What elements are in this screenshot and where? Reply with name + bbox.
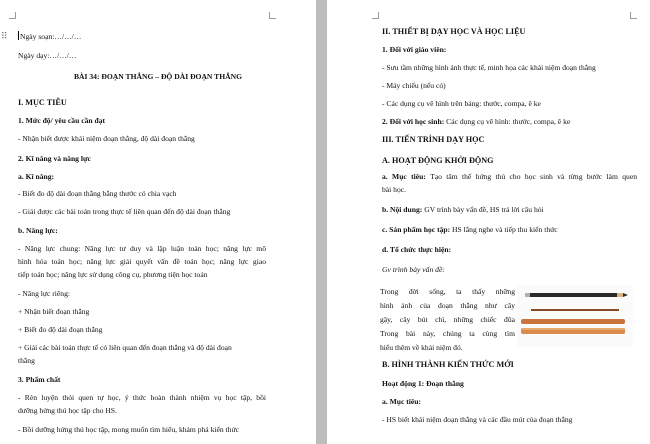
text-box-line: Trong đời sống, ta thấy những bbox=[380, 287, 515, 296]
document-page-left[interactable] bbox=[0, 0, 316, 444]
text-line: - Các dụng cụ vẽ hình trên bảng: thước, compa, ê ke bbox=[382, 99, 541, 108]
text-box-line: hình ảnh của đoạn thẳng như cây bbox=[380, 301, 515, 310]
product-line: c. Sản phẩm học tập: HS lắng nghe và tiếp thu kiến thức bbox=[382, 225, 558, 234]
heading-requirements: 1. Mức độ/ yêu cầu cần đạt bbox=[18, 116, 106, 125]
text-line: + Biết đo độ dài đoạn thẳng bbox=[18, 325, 103, 334]
heading-new-knowledge: B. HÌNH THÀNH KIẾN THỨC MỚI bbox=[382, 360, 514, 369]
text-line: - Sưu tầm những hình ảnh thực tế, minh họa các khái niệm đoạn thẳng bbox=[382, 63, 596, 72]
content-line: b. Nội dung: GV trình bày vấn đề, HS trả lời câu hỏi bbox=[382, 205, 544, 214]
intro-text-box[interactable] bbox=[380, 287, 515, 354]
text-line: - Rèn luyện thói quen tự học, ý thức hoàn thành nhiệm vụ học tập, bồi bbox=[18, 393, 266, 402]
heading-skills: 2. Kĩ năng và năng lực bbox=[18, 154, 91, 163]
pencils-chopsticks-icon bbox=[517, 285, 633, 347]
heading-equipment: II. THIẾT BỊ DẠY HỌC VÀ HỌC LIỆU bbox=[382, 27, 526, 36]
text-box-line: Trong bài này, chúng ta cùng tìm bbox=[380, 329, 515, 338]
heading-organization: d. Tổ chức thực hiện: bbox=[382, 245, 452, 254]
heading-process: III. TIẾN TRÌNH DẠY HỌC bbox=[382, 135, 485, 144]
text-line: tiếp toán học; năng lực sử dụng công cụ, phương tiện học toán bbox=[18, 270, 208, 279]
margin-crop-mark bbox=[372, 12, 379, 19]
margin-crop-mark bbox=[269, 12, 276, 19]
teaching-date: Ngày dạy:…/…/… bbox=[18, 51, 77, 60]
heading-qualities: 3. Phẩm chất bbox=[18, 375, 61, 384]
text-line: - Máy chiếu (nếu có) bbox=[382, 81, 446, 90]
heading-warmup: A. HOẠT ĐỘNG KHỞI ĐỘNG bbox=[382, 156, 494, 165]
margin-crop-mark bbox=[630, 12, 637, 19]
heading-activity-1: Hoạt động 1: Đoạn thẳng bbox=[382, 379, 464, 388]
margin-crop-mark bbox=[9, 12, 16, 19]
heading-competence: b. Năng lực: bbox=[18, 226, 58, 235]
document-page-right[interactable] bbox=[327, 0, 650, 444]
text-box-line: hiểu thêm về khái niệm đó. bbox=[380, 343, 463, 352]
heading-teacher: 1. Đối với giáo viên: bbox=[382, 45, 447, 54]
text-line: dưỡng hứng thú học tập cho HS. bbox=[18, 406, 117, 415]
text-line: - Năng lực riêng: bbox=[18, 289, 70, 298]
text-line: Gv trình bày vấn đề: bbox=[382, 265, 445, 274]
pencils-chopsticks-image bbox=[517, 285, 633, 347]
text-line: - Bồi dưỡng hứng thú học tập, mong muốn tìm hiểu, khám phá kiến thức bbox=[18, 425, 239, 434]
text-line: bài học. bbox=[382, 185, 407, 194]
text-line: + Giải các bài toán thực tế có liên quan đến đoạn thẳng và độ dài đoạn bbox=[18, 343, 232, 352]
heading-objectives: I. MỤC TIÊU bbox=[18, 98, 67, 107]
heading-skills-a: a. Kĩ năng: bbox=[18, 172, 55, 181]
text-line: - Nhận biết được khái niệm đoạn thẳng, độ dài đoạn thẳng bbox=[18, 134, 195, 143]
page-gutter bbox=[316, 0, 327, 444]
text-line: - Biết đo độ dài đoạn thẳng bằng thước có chia vạch bbox=[18, 189, 177, 198]
text-line: - HS biết khái niệm đoạn thẳng và các đầu mút của đoạn thẳng bbox=[382, 415, 573, 424]
text-line: + Nhận biết đoạn thẳng bbox=[18, 307, 90, 316]
prep-date: Ngày soạn:…/…/… bbox=[20, 32, 82, 41]
text-line: - Năng lực chung: Năng lực tư duy và lập luận toán học; năng lực mô bbox=[18, 244, 266, 253]
objective-line: a. Mục tiêu: Tạo tâm thế hứng thú cho học sinh và từng bước làm quen bbox=[382, 172, 638, 181]
student-line: 2. Đối với học sinh: Các dụng cụ vẽ hình: thước, compa, ê ke bbox=[382, 117, 571, 126]
heading-objective: a. Mục tiêu: bbox=[382, 397, 422, 406]
drag-handle-icon[interactable]: ⠿ bbox=[1, 31, 8, 41]
text-cursor bbox=[18, 31, 19, 40]
text-line: hình hóa toán học; năng lực giải quyết vấn đề toán học; năng lực giao bbox=[18, 257, 266, 266]
lesson-title: BÀI 34: ĐOẠN THẲNG – ĐỘ DÀI ĐOẠN THẲNG bbox=[73, 72, 243, 81]
text-line: thẳng bbox=[18, 356, 35, 365]
text-line: - Giải được các bài toán trong thực tế liên quan đến độ dài đoạn thẳng bbox=[18, 207, 231, 216]
text-box-line: gậy, cây bút chì, những chiếc đũa bbox=[380, 315, 515, 324]
